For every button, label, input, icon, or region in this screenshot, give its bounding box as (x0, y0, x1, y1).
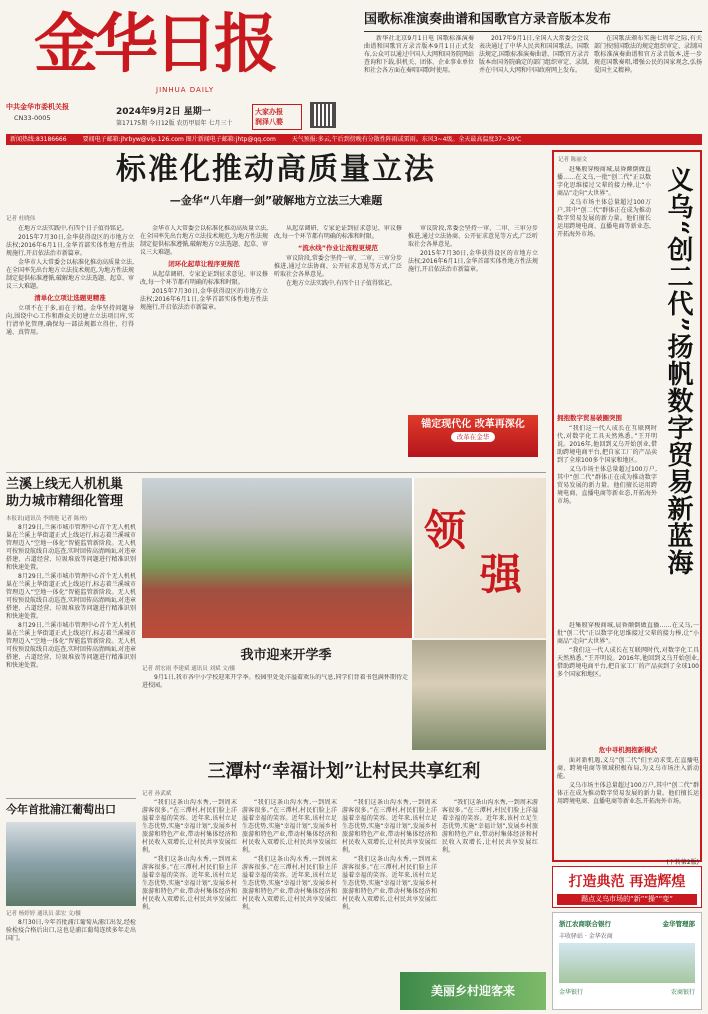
lead-para: 在地方立法实践中,有四个日子值得铭记。 (18, 225, 128, 232)
lead-section-1-title: 清单化立项让选题更精准 (34, 294, 106, 302)
drone-para: 8月29日,兰溪市城市管理中心首个无人机机巢在兰溪上华街道正式上线运行,标志着兰溪城市管理迈入“空地一体化”智能监管新阶段。无人机可按预设航线自动巡查,实时回传高清画面,对违章搭建、占道经营、垃圾堆放等问题进行精准识别和快速处置。 (6, 573, 136, 620)
banner-char-1: 领 (424, 506, 467, 555)
yiwu-byline: 记者 陈丽文 (558, 157, 588, 163)
lead-col-4 (408, 225, 538, 457)
lead-para: 2015年7月30日,金华获得设区的市地方立法权;2016年6月1日,金华首部实体性地方性法规施行,开启依法治市新篇章。 (6, 234, 134, 257)
school-body (142, 674, 408, 752)
reform-promo-banner[interactable] (408, 415, 538, 457)
yiwu-para: “我们这一代人成长在互联网时代,对数字化工具天然熟悉。”王开明说。2016年,他回到义乌开始创业,借助跨境电商平台,把自家工厂的产品卖到了全球100多个国家和地区。 (557, 647, 699, 678)
yiwu-para: 义乌市场主体总量超过100万户,其中“创二代”群体正在成为推动数字贸易发展的新力量。他们擅长运用跨境电商、直播电商等新业态,开拓海外市场。 (557, 782, 699, 805)
slogan-line-1: 大家办报 (255, 108, 283, 116)
slogan-line-2: 润泽八婺 (255, 118, 283, 126)
sanshan-para: “我们这条山沟水秀,一到周末游客很多。”在三潭村,村民们脸上洋溢着幸福的笑容。近年来,该村立足生态优势,实施“幸福计划”,发展乡村旅游和特色产业,带动村集体经济和村民收入双增长,让村民共享发展红利。 (342, 856, 437, 911)
grape-para: 8月30日,今年首批浦江葡萄从浦江出发,经检验检疫合格后出口,这也是浦江葡萄连续多年走出国门。 (6, 919, 136, 942)
school-para: 9月1日,我市各中小学校迎来开学季。校园里处处洋溢着欢乐的气息,同学们背着书包满怀期待走进校园。 (142, 674, 408, 689)
top-story-headline: 国歌标准演奏曲谱和国歌官方录音版本发布 (364, 12, 612, 27)
sanshan-para: “我们这条山沟水秀,一到周末游客很多。”在三潭村,村民们脸上洋溢着幸福的笑容。近年来,该村立足生态优势,实施“幸福计划”,发展乡村旅游和特色产业,带动村集体经济和村民收入双增长,让村民共享发展红利。 (242, 799, 337, 854)
hotline: 新闻热线:83186666 (10, 136, 67, 143)
lead-section-1-text: 立项不在于多,而在于精。金华坚持问题导向,围绕中心工作和群众关切建立立法项目库,实行清单化管理,确保每一部法规都立得住、行得通、真管用。 (6, 305, 134, 336)
grape-headline: 今年首批浦江葡萄出口 (6, 803, 116, 816)
lead-story (6, 150, 546, 470)
lead-section-3-title: “流水线”作业让流程更规范 (297, 244, 379, 252)
bank-brand-3: 农商银行 (670, 989, 695, 996)
yiwu-headline: 义乌“创二代”扬帆数字贸易新蓝海 (663, 166, 693, 576)
yiwu-story (552, 150, 702, 866)
lead-para: 金华市人大常委会以标准化推动高质量立法,在全国率先出台地方立法技术规范,为地方性法规制定提供标准遵循,破解地方立法选题、起草、审议三大难题。 (140, 225, 268, 256)
sanshan-byline: 记者 孙武斌 (142, 791, 172, 797)
qr-code-icon (310, 102, 336, 128)
lead-section-3-text: 审议阶段,常委会坚持一审、二审、三审分步推进,通过立法协商、公开征求意见等方式,广泛听取社会各界意见。 (274, 255, 402, 278)
top-story-col-1 (364, 35, 474, 125)
rural-ad[interactable] (400, 972, 546, 1010)
rural-ad-title: 美丽乡村迎客来 (430, 984, 515, 998)
lead-subheadline: —金华“八年磨一剑”破解地方立法三大难题 (169, 194, 383, 207)
school-byline: 记者 胡宏雨 李建斌 通讯员 刘斌 文/摄 (142, 666, 236, 672)
yiwu-para: 义乌市场主体总量超过100万户,其中“创二代”群体正在成为推动数字贸易发展的新力量。他们擅长运用跨境电商、直播电商等新业态,开拓海外市场。 (557, 199, 651, 238)
bank-tagline: 丰收驿站 · 金华农商 (559, 933, 613, 940)
lead-col-1 (6, 225, 134, 457)
yiwu-section-2-text (557, 757, 699, 857)
top-story (364, 8, 702, 126)
cn-code: CN33-0005 (14, 114, 51, 122)
drone-headline: 兰溪上线无人机机巢 助力城市精细化管理 (6, 477, 124, 509)
divider (6, 472, 546, 473)
bank-brand-2: 金华银行 (559, 989, 584, 996)
lead-para: 2015年7月30日,金华获得设区的市地方立法权;2016年6月1日,金华首部实体性地方性法规施行,开启依法治市新篇章。 (408, 250, 538, 273)
bank-brand: 金华管理部 (662, 920, 695, 928)
issue-info: 第17175期 今日12版 农历甲辰年 七月三十 (116, 120, 233, 127)
yiwu-para: “我们这一代人成长在互联网时代,对数字化工具天然熟悉。”王开明说。2016年,他回到义乌开始创业,借助跨境电商平台,把自家工厂的产品卖到了全球100多个国家和地区。 (557, 425, 657, 464)
reform-promo-subtitle: 改革在金华 (451, 432, 496, 442)
sanshan-para: “我们这条山沟水秀,一到周末游客很多。”在三潭村,村民们脸上洋溢着幸福的笑容。近年来,该村立足生态优势,实施“幸福计划”,发展乡村旅游和特色产业,带动村集体经济和村民收入双增长,让村民共享发展红利。 (442, 799, 538, 854)
lead-para: 金华市人大常委会以标准化推动高质量立法,在全国率先出台地方立法技术规范,为地方性法规制定提供标准遵循,破解地方立法选题、起草、审议三大难题。 (6, 259, 134, 290)
slogan-badge (252, 104, 302, 130)
sanshan-para: “我们这条山沟水秀,一到周末游客很多。”在三潭村,村民们脸上洋溢着幸福的笑容。近年来,该村立足生态优势,实施“幸福计划”,发展乡村旅游和特色产业,带动村集体经济和村民收入双增长,让村民共享发展红利。 (342, 799, 437, 854)
top-story-para: 2017年9月1日,全国人大常委会会议表决通过了中华人民共和国国歌法。国歌法规定,国歌标准演奏曲谱、国歌官方录音版本由国务院确定的部门组织审定、录制,并在中国人大网和中国政府网上发布。 (479, 35, 589, 74)
school-photo-banner (412, 478, 546, 638)
sanshan-col-2 (242, 799, 337, 1009)
lead-section-2-text: 从起草调研、专家论证到征求意见、审议修改,每一个环节都有明确的标准和时限。 (140, 271, 268, 286)
grape-photo (6, 822, 136, 906)
lead-para: 2015年7月30日,金华获得设区的市地方立法权;2016年6月1日,金华首部实体性地方性法规施行,开启依法治市新篇章。 (140, 288, 268, 311)
info-bar (6, 134, 702, 145)
top-story-col-3 (594, 35, 702, 125)
reform-promo-title: 锚定现代化 改革再深化 (421, 419, 525, 430)
drone-byline: 本报讯(通讯员 李晓艳 记者 陈州) (6, 516, 88, 522)
bank-name: 浙江农商联合银行 (559, 920, 611, 928)
divider (6, 798, 136, 799)
masthead (6, 4, 364, 132)
drone-body (6, 524, 136, 786)
yiwu-promo-title: 打造典范 再造辉煌 (568, 874, 686, 890)
yiwu-para: 赶集般穿梭商城,晨昏颠倒做直播……在义乌,一批“创二代”正以数字化思维接过父辈的接力棒,让“小商品”走向“大世界”。 (557, 166, 651, 197)
lead-section-2-title: 闭环化起草让程序更规范 (168, 260, 240, 268)
yiwu-section-1-title: 拥抱数字贸易破圈突围 (557, 414, 622, 422)
sanshan-para: “我们这条山沟水秀,一到周末游客很多。”在三潭村,村民们脸上洋溢着幸福的笑容。近年来,该村立足生态优势,实施“幸福计划”,发展乡村旅游和特色产业,带动村集体经济和村民收入双增长,让村民共享发展红利。 (142, 856, 237, 911)
issue-date: 2024年9月2日 星期一 (116, 107, 211, 117)
lead-para: 在地方立法实践中,有四个日子值得铭记。 (286, 280, 396, 287)
yiwu-intro (554, 166, 654, 408)
school-photo-main (142, 478, 412, 638)
school-photo-side (412, 640, 546, 750)
sanshan-para: “我们这条山沟水秀,一到周末游客很多。”在三潭村,村民们脸上洋溢着幸福的笑容。近年来,该村立足生态优势,实施“幸福计划”,发展乡村旅游和特色产业,带动村集体经济和村民收入双增长,让村民共享发展红利。 (142, 799, 237, 854)
top-story-col-2 (479, 35, 589, 125)
banner-char-2: 强 (480, 550, 523, 599)
yiwu-section-1-text (557, 425, 657, 611)
grape-body (6, 919, 136, 999)
grape-byline: 记者 杨婷婷 通讯员 邵宏 文/摄 (6, 911, 81, 917)
sanshan-col-1 (142, 799, 237, 1009)
yiwu-promo-subtitle: 踢点义乌市场的“新”“操”“变” (557, 894, 697, 905)
bank-ad[interactable] (552, 912, 702, 1010)
drone-para: 8月29日,兰溪市城市管理中心首个无人机机巢在兰溪上华街道正式上线运行,标志着兰溪城市管理迈入“空地一体化”智能监管新阶段。无人机可按预设航线自动巡查,实时回传高清画面,对违章搭建、占道经营、垃圾堆放等问题进行精准识别和快速处置。 (6, 524, 136, 571)
drone-para: 8月29日,兰溪市城市管理中心首个无人机机巢在兰溪上华街道正式上线运行,标志着兰溪城市管理迈入“空地一体化”智能监管新阶段。无人机可按预设航线自动巡查,实时回传高清画面,对违章搭建、占道经营、垃圾堆放等问题进行精准识别和快速处置。 (6, 622, 136, 669)
lead-byline: 记者 杜晓伟 (6, 216, 36, 222)
newspaper-logo: 金华日报 (34, 7, 274, 82)
yiwu-para: 义乌市场主体总量超过100万户,其中“创二代”群体正在成为推动数字贸易发展的新力量。他们擅长运用跨境电商、直播电商等新业态,开拓海外市场。 (557, 466, 657, 505)
yiwu-para: 赶集般穿梭商城,晨昏颠倒做直播……在义乌,一批“创二代”正以数字化思维接过父辈的接力棒,让“小商品”走向“大世界”。 (557, 622, 699, 645)
yiwu-mid-text (557, 622, 699, 742)
sanshan-para: “我们这条山沟水秀,一到周末游客很多。”在三潭村,村民们脸上洋溢着幸福的笑容。近年来,该村立足生态优势,实施“幸福计划”,发展乡村旅游和特色产业,带动村集体经济和村民收入双增长,让村民共享发展红利。 (242, 856, 337, 911)
yiwu-section-2-title: 危中寻机拥抱新模式 (598, 746, 658, 754)
lead-col-2 (140, 225, 268, 457)
grape-story (6, 802, 136, 1010)
weather: 天气预报:多云,午后到傍晚有分散性阵雨或雷雨。东风3~4级。全天最高温度37~39℃ (291, 136, 522, 143)
top-story-para: 在国歌法颁布实施七周年之际,有关部门按照国歌法的规定组织审定、录制国歌标准演奏曲谱和官方录音版本,进一步规范国歌奏唱,增强公民的国家观念,弘扬爱国主义精神。 (594, 35, 702, 74)
yiwu-continued: (下转第2版) (666, 859, 699, 866)
publisher-label: 中共金华市委机关报 (6, 103, 69, 111)
lead-para: 审议阶段,常委会坚持一审、二审、三审分步推进,通过立法协商、公开征求意见等方式,广泛听取社会各界意见。 (408, 225, 538, 248)
lead-para: 从起草调研、专家论证到征求意见、审议修改,每一个环节都有明确的标准和时限。 (274, 225, 402, 240)
lead-headline: 标准化推动高质量立法 (116, 152, 436, 187)
yiwu-promo[interactable] (552, 866, 702, 908)
bank-photo (559, 943, 695, 983)
email-info: 要闻电子邮箱:jhrbyw@vip.126.com 图片新闻电子邮箱:jhtp@qq.com (82, 136, 276, 143)
logo-pinyin: JINHUA DAILY (156, 86, 215, 94)
school-caption-title: 我市迎来开学季 (240, 648, 332, 663)
sanshan-headline: 三潭村“幸福计划”让村民共享红利 (207, 761, 481, 782)
yiwu-para: 面对新机遇,义乌“创二代”们主动求变,在直播电商、跨境电商等领域积极布局,为义乌市场注入新动能。 (557, 757, 699, 780)
lead-col-3 (274, 225, 402, 457)
top-story-para: 新华社北京9月1日电 国歌标准演奏曲谱和国歌官方录音版本9月1日正式发布,公众可以通过中国人大网和国务院网站查询和下载,供机关、团体、企业事业单位和社会各方面在奏唱国歌时使用。 (364, 35, 474, 74)
drone-story (6, 476, 136, 794)
